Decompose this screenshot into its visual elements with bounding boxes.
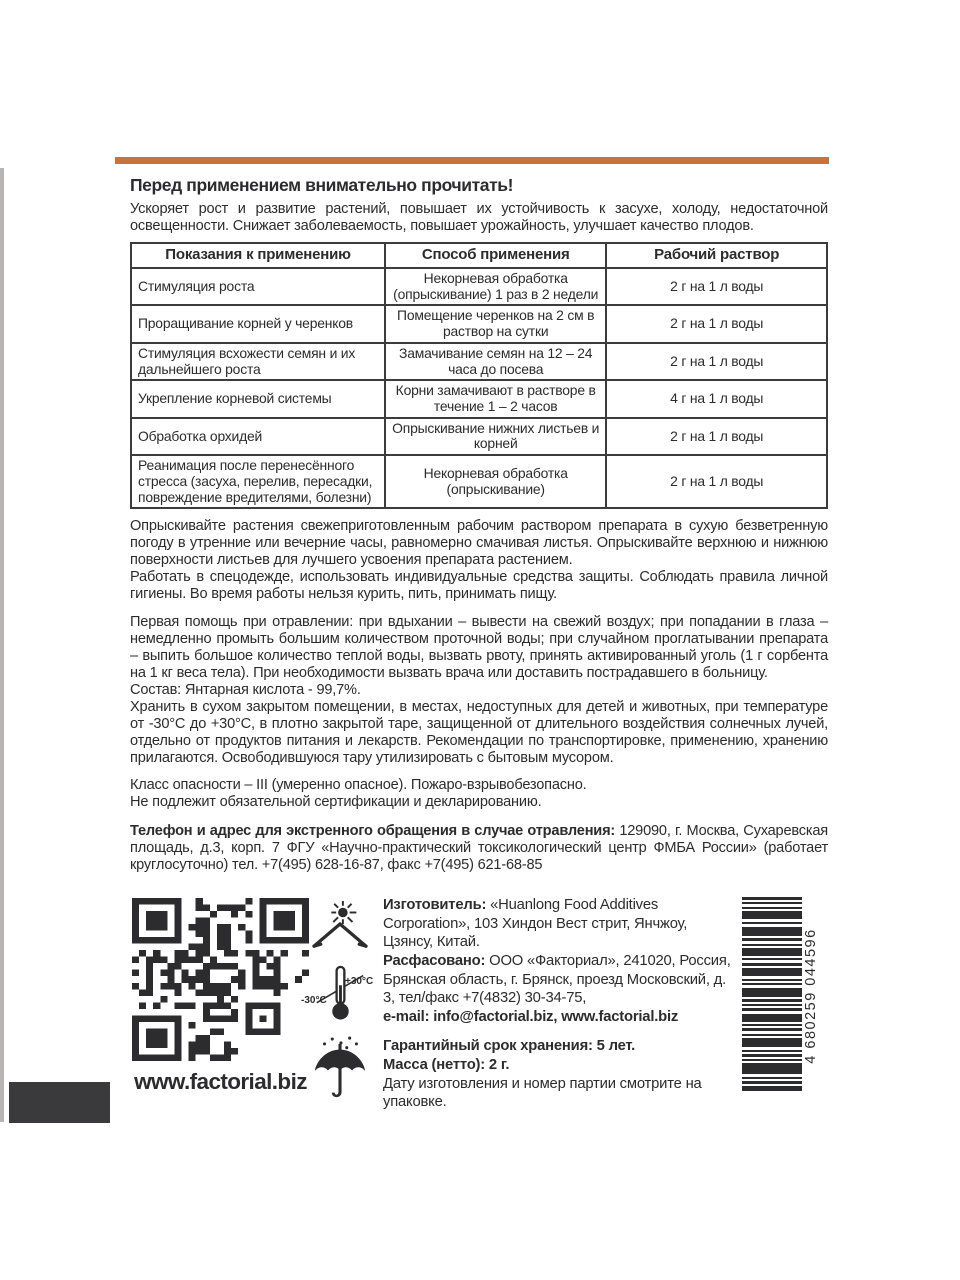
col-header-indication: Показания к применению bbox=[131, 243, 385, 268]
qr-code-icon bbox=[132, 898, 309, 1061]
emergency-contact-text: 129090, г. Москва, Сухаревская площадь, д.3, корп. 7 ФГУ «Научно-практический токсикологический центр ФМБА России» (работает круглосуточно) тел. +7(495) 628-16-87, факс +7(495) 621-68-85 bbox=[130, 823, 828, 874]
cell-indication: Обработка орхидей bbox=[131, 418, 385, 455]
cell-method: Некорневая обработка (опрыскивание) 1 раз в 2 недели bbox=[385, 268, 606, 305]
cell-indication: Укрепление корневой системы bbox=[131, 380, 385, 417]
intro-paragraph: Ускоряет рост и развитие растений, повышает их устойчивость к засухе, холоду, недостаточной освещенности. Снижает заболеваемость, повышает урожайность, улучшает качество плодов. bbox=[130, 201, 828, 235]
page-left-edge bbox=[0, 168, 4, 1122]
cell-solution: 2 г на 1 л воды bbox=[606, 305, 827, 342]
cell-method: Некорневая обработка (опрыскивание) bbox=[385, 455, 606, 508]
application-table bbox=[130, 242, 828, 509]
emergency-contact-paragraph bbox=[130, 823, 828, 874]
pictogram-column bbox=[302, 900, 378, 1107]
cell-solution: 2 г на 1 л воды bbox=[606, 418, 827, 455]
cell-solution: 2 г на 1 л воды bbox=[606, 343, 827, 380]
cell-method: Опрыскивание нижних листьев и корней bbox=[385, 418, 606, 455]
table-header-row bbox=[131, 243, 827, 268]
keep-away-from-sunlight-icon bbox=[309, 900, 371, 955]
guarantee-line bbox=[383, 1037, 740, 1112]
table-row bbox=[131, 268, 827, 305]
temperature-range-icon bbox=[301, 964, 374, 1027]
table-row bbox=[131, 343, 827, 380]
packer-label: Расфасовано: bbox=[383, 952, 486, 969]
qr-block bbox=[132, 898, 312, 1095]
bottom-left-block bbox=[9, 1082, 110, 1123]
cell-method: Помещение черенков на 2 см в раствор на сутки bbox=[385, 305, 606, 342]
first-aid-paragraph: Первая помощь при отравлении: при вдыхании – вывести на свежий воздух; при попадании в глаза – немедленно промыть большим количеством проточной воды; при случайном проглатывании препарата – выпить большое количество теплой воды, вызвать рвоту, принять активированный уголь (1 г сорбента на 1 кг веса тела). При необходимости вызвать врача или доставить пострадавшего в больницу. bbox=[130, 613, 828, 681]
batch-note-text: Дату изготовления и номер партии смотрите на упаковке. bbox=[383, 1075, 702, 1111]
cell-indication: Стимуляция всхожести семян и их дальнейшего роста bbox=[131, 343, 385, 380]
cell-solution: 2 г на 1 л воды bbox=[606, 268, 827, 305]
email-line: e-mail: info@factorial.biz, www.factorial.biz bbox=[383, 1008, 679, 1025]
cell-indication: Стимуляция роста bbox=[131, 268, 385, 305]
mass-text: Масса (нетто): 2 г. bbox=[383, 1057, 510, 1074]
hazard-class-paragraph: Класс опасности – III (умеренно опасное). Пожаро-взрывобезопасно. bbox=[130, 777, 587, 794]
keep-dry-icon bbox=[311, 1036, 369, 1107]
cell-solution: 2 г на 1 л воды bbox=[606, 455, 827, 508]
manufacturer-label: Изготовитель: bbox=[383, 897, 487, 913]
read-first-heading: Перед применением внимательно прочитать! bbox=[130, 175, 514, 195]
website-caption: www.factorial.biz bbox=[134, 1069, 307, 1094]
composition-paragraph: Состав: Янтарная кислота - 99,7%. bbox=[130, 681, 361, 698]
table-row bbox=[131, 380, 827, 417]
barcode-block bbox=[742, 897, 822, 1095]
cell-method: Замачивание семян на 12 – 24 часа до посева bbox=[385, 343, 606, 380]
cell-solution: 4 г на 1 л воды bbox=[606, 380, 827, 417]
temp-min-label: -30°C bbox=[301, 995, 327, 1006]
manufacturer-text: «Huanlong Food Additives Corporation», 103 Хиндон Вест стрит, Янчжоу, Цзянсу, Китай. bbox=[383, 897, 688, 951]
guarantee-text: Гарантийный срок хранения: 5 лет. bbox=[383, 1038, 636, 1055]
barcode-number: 4 680259 044596 bbox=[803, 928, 819, 1064]
accent-line bbox=[115, 157, 829, 164]
certification-paragraph: Не подлежит обязательной сертификации и декларированию. bbox=[130, 794, 542, 811]
usage-paragraph: Опрыскивайте растения свежеприготовленным рабочим раствором препарата в сухую безветренную погоду в утренние или вечерние часы, равномерно смачивая листья. Опрыскивайте верхнюю и нижнюю поверхности листьев для лучшего усвоения препарата растением. bbox=[130, 518, 828, 569]
manufacturer-paragraph bbox=[383, 896, 740, 1026]
cell-indication: Реанимация после перенесённого стресса (засуха, перелив, пересадки, повреждение вредителями, болезни) bbox=[131, 455, 385, 508]
col-header-method: Способ применения bbox=[385, 243, 606, 268]
barcode-icon bbox=[742, 897, 802, 1095]
label-content bbox=[130, 175, 828, 874]
emergency-contact-label: Телефон и адрес для экстренного обращения в случае отравления: bbox=[130, 823, 616, 840]
cell-method: Корни замачивают в растворе в течение 1 – 2 часов bbox=[385, 380, 606, 417]
packer-text: ООО «Факториал», 241020, Россия, Брянская область, г. Брянск, проезд Московский, д. 3, тел/факс +7(4832) 30-34-75, bbox=[383, 952, 731, 1007]
table-row bbox=[131, 418, 827, 455]
table-row bbox=[131, 455, 827, 508]
storage-paragraph: Хранить в сухом закрытом помещении, в местах, недоступных для детей и животных, при температуре от -30°С до +30°С, в плотно закрытой таре, защищенной от длительного воздействия солнечных лучей, отдельно от продуктов питания и лекарств. Рекомендации по транспортировке, применению, хранению прилагаются. Освободившуюся тару утилизировать с бытовым мусором. bbox=[130, 698, 828, 767]
cell-indication: Проращивание корней у черенков bbox=[131, 305, 385, 342]
ppe-paragraph: Работать в спецодежде, использовать индивидуальные средства защиты. Соблюдать правила личной гигиены. Во время работы нельзя курить, пить, принимать пищу. bbox=[130, 569, 828, 603]
col-header-solution: Рабочий раствор bbox=[606, 243, 827, 268]
manufacturer-info-column bbox=[383, 896, 740, 1112]
temp-max-label: +30°C bbox=[345, 976, 374, 987]
table-row bbox=[131, 305, 827, 342]
